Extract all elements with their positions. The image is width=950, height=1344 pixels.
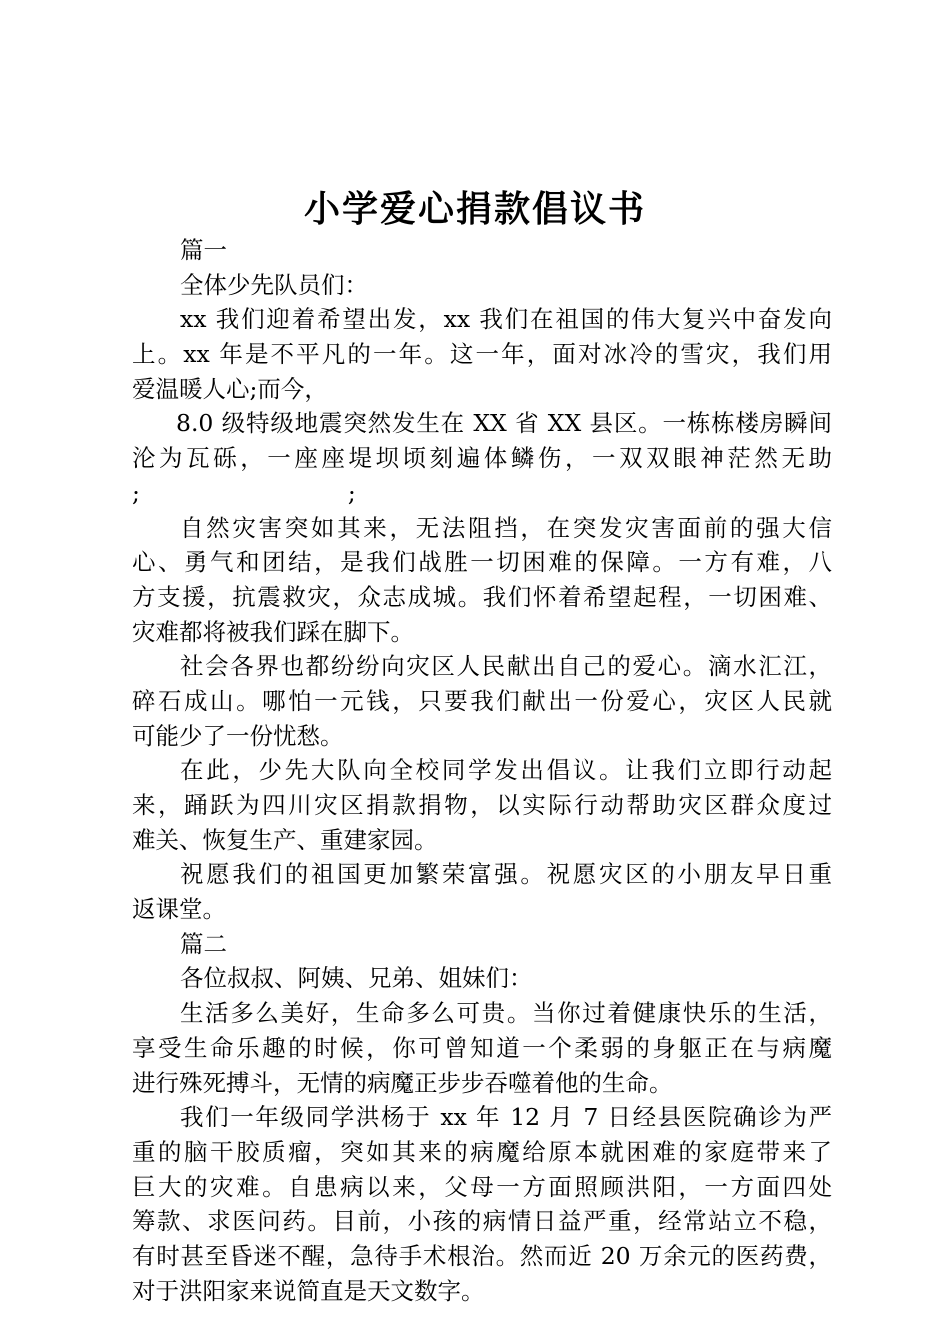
semicolon: ; <box>132 478 140 507</box>
paragraph-line: 我们一年级同学洪杨于 xx 年 12 月 7 日经县医院确诊为严 <box>180 1103 832 1132</box>
salutation: 全体少先队员们： <box>180 270 368 299</box>
paragraph-line: 自然灾害突如其来，无法阻挡，在突发灾害面前的强大信 <box>180 513 832 542</box>
paragraph-line: 来，踊跃为四川灾区捐款捐物，以实际行动帮助灾区群众度过 <box>132 791 832 819</box>
paragraph-line: 巨大的灾难。自患病以来，父母一方面照顾洪阳，一方面四处 <box>132 1172 832 1201</box>
paragraph-line: 上。xx 年是不平凡的一年。这一年，面对冰冷的雪灾，我们用 <box>132 340 832 369</box>
paragraph-line: 对于洪阳家来说简直是天文数字。 <box>132 1276 485 1305</box>
paragraph-line: 心、勇气和团结，是我们战胜一切困难的保障。一方有难，八 <box>132 548 832 577</box>
paragraph-line: 社会各界也都纷纷向灾区人民献出自己的爱心。滴水汇江， <box>180 652 832 681</box>
paragraph-line: 8.0 级特级地震突然发生在 XX 省 XX 县区。一栋栋楼房瞬间 <box>176 409 832 438</box>
section-heading: 篇一 <box>180 236 227 264</box>
salutation: 各位叔叔、阿姨、兄弟、姐妹们： <box>180 964 533 993</box>
paragraph-line: xx 我们迎着希望出发，xx 我们在祖国的伟大复兴中奋发向 <box>180 305 832 334</box>
paragraph-line: 返课堂。 <box>132 895 226 924</box>
paragraph-line: 祝愿我们的祖国更加繁荣富强。祝愿灾区的小朋友早日重 <box>180 860 832 889</box>
paragraph-line: 重的脑干胶质瘤，突如其来的病魔给原本就困难的家庭带来了 <box>132 1137 832 1166</box>
document-body <box>132 233 832 1308</box>
paragraph-line: 可能少了一份忧愁。 <box>132 721 344 750</box>
semicolon: ; <box>347 478 356 507</box>
paragraph-line: 享受生命乐趣的时候，你可曾知道一个柔弱的身躯正在与病魔 <box>132 1033 832 1062</box>
paragraph-line: 爱温暖人心;而今， <box>132 374 328 403</box>
paragraph-line: 沦为瓦砾，一座座堤坝顷刻遍体鳞伤，一双双眼神茫然无助 <box>132 444 832 473</box>
paragraph-line: 在此，少先大队向全校同学发出倡议。让我们立即行动起 <box>180 756 832 785</box>
paragraph-line <box>132 476 832 511</box>
paragraph-line: 方支援，抗震救灾，众志成城。我们怀着希望起程，一切困难、 <box>132 582 832 611</box>
paragraph-line: 灾难都将被我们踩在脚下。 <box>132 617 414 646</box>
page-title: 小学爱心捐款倡议书 <box>303 189 646 230</box>
paragraph-line: 有时甚至昏迷不醒，急待手术根治。然而近 20 万余元的医药费， <box>132 1241 832 1270</box>
paragraph-line: 难关、恢复生产、重建家园。 <box>132 825 438 854</box>
paragraph-line: 生活多么美好，生命多么可贵。当你过着健康快乐的生活， <box>180 999 832 1028</box>
paragraph-line: 筹款、求医问药。目前，小孩的病情日益严重，经常站立不稳， <box>132 1207 832 1236</box>
paragraph-line: 碎石成山。哪怕一元钱，只要我们献出一份爱心，灾区人民就 <box>132 686 832 715</box>
paragraph-line: 进行殊死搏斗，无情的病魔正步步吞噬着他的生命。 <box>132 1068 673 1097</box>
section-heading: 篇二 <box>180 929 227 958</box>
